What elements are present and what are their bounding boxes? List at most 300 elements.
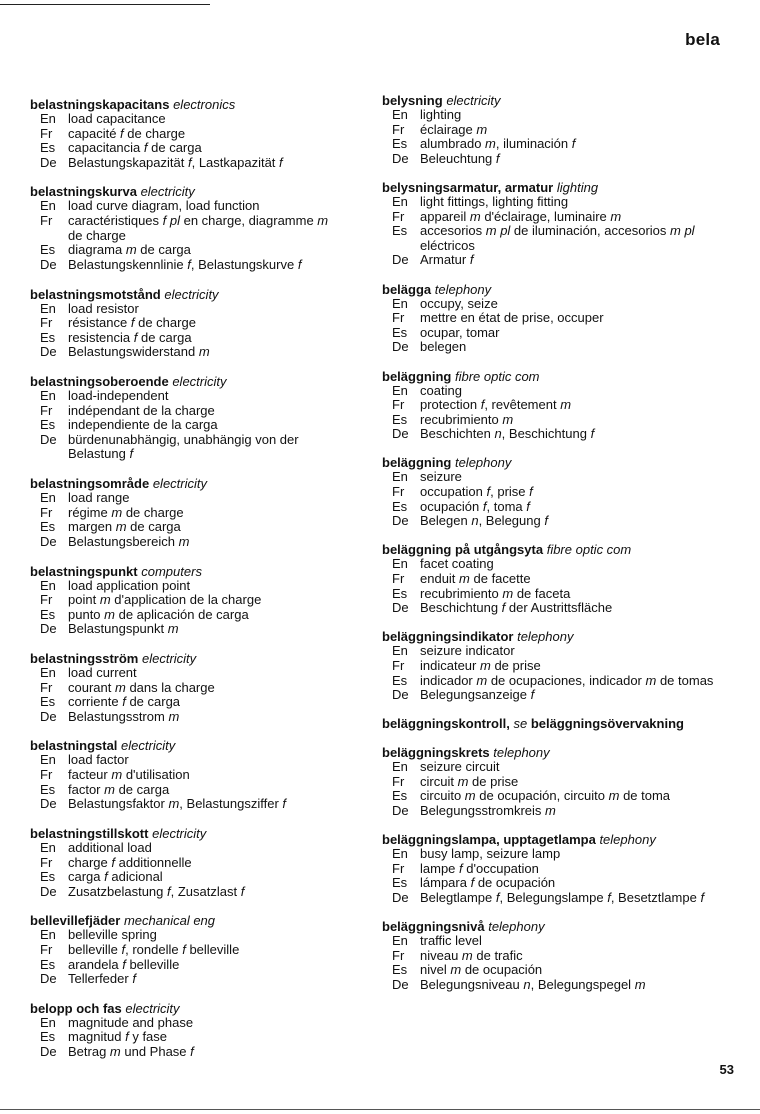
grammar-marker: f <box>529 484 533 500</box>
translation-text: Beschichten n, Beschichtung f <box>420 426 595 442</box>
translation-fr <box>382 775 727 790</box>
translation-text: circuito m de ocupación, circuito m de toma <box>420 788 671 804</box>
language-code: En <box>40 111 56 126</box>
translation-en <box>382 760 727 775</box>
translation-text: seizure <box>420 469 462 485</box>
entry-headline <box>30 374 330 389</box>
language-code: En <box>392 758 408 774</box>
translation-es <box>30 141 330 156</box>
language-code: En <box>392 193 408 209</box>
grammar-marker: m <box>114 679 126 695</box>
translation-en <box>382 644 727 659</box>
translation-de <box>382 427 727 442</box>
grammar-marker: m <box>104 781 115 797</box>
entry-headline <box>382 282 727 297</box>
translation-text: niveau m de trafic <box>420 947 523 963</box>
translation-text: courant m dans la charge <box>68 679 215 695</box>
language-code: De <box>392 339 409 355</box>
headword: belägga <box>382 281 432 297</box>
translation-text: Belegungsniveau n, Belegungspegel m <box>420 976 646 992</box>
language-code: De <box>40 533 57 549</box>
language-code: Fr <box>40 504 53 520</box>
translation-fr <box>382 210 727 225</box>
translation-fr <box>30 316 330 331</box>
grammar-marker: f <box>122 956 126 972</box>
translation-text: indicateur m de prise <box>420 658 541 673</box>
translation-de <box>30 535 330 550</box>
dictionary-entry <box>30 564 330 637</box>
grammar-marker: f <box>104 869 108 885</box>
translation-en <box>382 934 727 949</box>
language-code: En <box>40 577 56 593</box>
translation-text: occupy, seize <box>420 295 498 311</box>
translation-text: capacité f de charge <box>68 125 186 141</box>
grammar-marker: f pl <box>162 213 180 229</box>
translation-es <box>382 587 727 602</box>
translation-text: load resistor <box>68 300 139 316</box>
headword: belastningskapacitans <box>30 97 170 112</box>
translation-fr <box>382 572 727 587</box>
translation-es <box>30 608 330 623</box>
entry-headline <box>30 287 330 302</box>
subject-domain: fibre optic com <box>454 368 540 384</box>
translation-es <box>30 520 330 535</box>
grammar-marker: m <box>109 1044 121 1060</box>
subject-domain: telephony <box>599 831 656 847</box>
entry-headline <box>30 476 330 491</box>
grammar-marker: f <box>495 150 500 166</box>
grammar-marker: m <box>502 411 514 427</box>
translation-text: load-independent <box>68 388 169 403</box>
translation-text: seizure indicator <box>420 643 515 659</box>
translation-fr <box>30 404 330 419</box>
translation-text: facteur m d'utilisation <box>68 767 190 783</box>
translation-en <box>382 557 727 572</box>
headword: beläggningsindikator <box>382 629 514 645</box>
language-code: De <box>392 252 409 268</box>
language-code: En <box>40 388 56 403</box>
grammar-marker: f <box>526 498 530 514</box>
grammar-marker: f <box>122 694 126 710</box>
entry-headline <box>382 369 727 384</box>
language-code: De <box>40 883 57 899</box>
grammar-marker: f <box>143 140 148 156</box>
language-code: Es <box>40 869 56 885</box>
language-code: En <box>392 107 408 122</box>
language-code: Es <box>392 672 408 688</box>
translation-en <box>30 579 330 594</box>
grammar-marker: f <box>279 154 283 170</box>
language-code: Es <box>40 140 56 156</box>
language-code: Es <box>392 223 408 239</box>
grammar-marker: m <box>560 397 572 413</box>
entry-headline <box>382 542 727 557</box>
headword: bellevillefjäder <box>30 913 121 929</box>
translation-es <box>30 1030 330 1045</box>
dictionary-entry <box>382 629 727 702</box>
translation-es <box>30 958 330 973</box>
language-code: Fr <box>392 121 405 137</box>
subject-domain: electricity <box>125 1000 180 1016</box>
subject-domain: electricity <box>172 374 227 389</box>
translation-text: lámpara f de ocupación <box>420 875 556 891</box>
grammar-marker: m <box>317 213 329 229</box>
translation-es <box>30 870 330 885</box>
translation-text: résistance f de charge <box>68 315 196 331</box>
translation-fr <box>382 485 727 500</box>
language-code: De <box>40 431 57 447</box>
language-code: Fr <box>40 125 53 141</box>
grammar-marker: f <box>544 513 548 529</box>
translation-text: enduit m de facette <box>420 571 531 587</box>
entry-headline <box>30 651 330 666</box>
grammar-marker: m <box>461 947 473 963</box>
translation-en <box>30 491 330 506</box>
translation-text: Beschichtung f der Austrittsfläche <box>420 600 613 616</box>
grammar-marker: f <box>187 256 191 272</box>
dictionary-entry <box>30 826 330 899</box>
translation-fr <box>382 123 727 138</box>
translation-de <box>30 345 330 360</box>
subject-domain: electricity <box>121 738 176 754</box>
translation-text: appareil m d'éclairage, luminaire m <box>420 208 622 224</box>
language-code: Es <box>392 788 408 804</box>
grammar-marker: f <box>120 125 124 141</box>
scan-edge-line <box>0 4 210 5</box>
translation-text: recubrimiento m de faceta <box>420 585 571 601</box>
entry-headline <box>382 629 727 644</box>
translation-text: indicador m de ocupaciones, indicador m de tomas <box>420 672 714 688</box>
grammar-marker: m <box>608 788 620 804</box>
headword: belastningsmotstånd <box>30 286 161 302</box>
language-code: Es <box>392 875 408 891</box>
translation-es <box>382 963 727 978</box>
translation-text: Belegtlampe f, Belegungslampe f, Besetztlampe f <box>420 889 705 905</box>
translation-fr <box>30 593 330 608</box>
translation-text: independiente de la carga <box>68 417 218 433</box>
translation-en <box>382 108 727 123</box>
translation-text: load current <box>68 665 137 680</box>
translation-de <box>30 885 330 900</box>
translation-text: belleville spring <box>68 927 157 943</box>
headword: beläggningslampa, upptagetlampa <box>382 831 596 847</box>
translation-text: protection f, revêtement m <box>420 397 572 413</box>
grammar-marker: f <box>470 875 475 891</box>
translation-text: alumbrado m, iluminación f <box>420 136 576 152</box>
dictionary-entry <box>382 919 727 992</box>
language-code: De <box>392 513 409 529</box>
grammar-marker: f <box>133 329 138 345</box>
language-code: Fr <box>392 310 405 326</box>
language-code: En <box>40 665 56 680</box>
language-code: Es <box>392 498 408 514</box>
grammar-marker: f <box>121 942 126 957</box>
entry-headline <box>382 180 727 195</box>
translation-text: load capacitance <box>68 111 166 126</box>
translation-en <box>30 1016 330 1031</box>
translation-text: circuit m de prise <box>420 773 519 789</box>
translation-en <box>382 297 727 312</box>
grammar-marker: f <box>607 889 611 905</box>
language-code: Fr <box>392 947 405 963</box>
entry-headline <box>382 455 727 470</box>
translation-fr <box>30 856 330 871</box>
translation-fr <box>382 949 727 964</box>
grammar-marker: m <box>476 672 488 688</box>
language-code: Fr <box>392 484 405 500</box>
subject-domain: electricity <box>152 825 207 841</box>
grammar-marker: m <box>545 802 556 818</box>
language-code: En <box>392 382 408 398</box>
translation-text: lampe f d'occupation <box>420 860 539 876</box>
language-code: Es <box>392 962 408 978</box>
translation-es <box>382 500 727 515</box>
translation-es <box>382 137 727 152</box>
translation-fr <box>382 659 727 674</box>
grammar-marker: m pl <box>485 223 511 239</box>
language-code: En <box>392 845 408 861</box>
language-code: De <box>392 687 409 703</box>
scan-bottom-line <box>0 1109 760 1110</box>
translation-en <box>30 199 330 214</box>
language-code: De <box>392 802 409 818</box>
translation-text: point m d'application de la charge <box>68 592 262 608</box>
translation-es <box>382 789 727 804</box>
language-code: Fr <box>40 402 53 418</box>
entry-headline <box>30 97 330 112</box>
subject-domain: electricity <box>141 651 197 666</box>
language-code: Fr <box>392 397 405 413</box>
dictionary-entry <box>30 374 330 462</box>
language-code: Fr <box>392 773 405 789</box>
dictionary-entry <box>30 913 330 986</box>
language-code: En <box>40 300 56 316</box>
language-code: De <box>40 1044 57 1060</box>
translation-text: recubrimiento m <box>420 411 514 427</box>
language-code: Es <box>40 519 56 535</box>
translation-text: Zusatzbelastung f, Zusatzlast f <box>68 883 245 899</box>
language-code: En <box>40 490 56 506</box>
entry-headline <box>382 832 727 847</box>
translation-text: lighting <box>420 107 462 122</box>
translation-text: Belegungsstromkreis m <box>420 802 556 818</box>
translation-text: magnitud f y fase <box>68 1029 168 1045</box>
subject-domain: se <box>513 716 528 732</box>
grammar-marker: n <box>494 426 502 442</box>
subject-domain: computers <box>141 563 202 579</box>
headword: belastningspunkt <box>30 563 138 579</box>
headword: beläggning på utgångsyta <box>382 542 544 558</box>
translation-de <box>382 601 727 616</box>
translation-text: facet coating <box>420 556 494 572</box>
translation-text: Belegen n, Belegung f <box>420 513 548 529</box>
translation-es <box>382 876 727 891</box>
translation-es <box>30 695 330 710</box>
grammar-marker: f <box>482 498 487 514</box>
grammar-marker: f <box>571 136 576 152</box>
headword: beläggning <box>382 368 452 384</box>
grammar-marker: f <box>501 600 506 616</box>
translation-de <box>30 1045 330 1060</box>
subject-domain: telephony <box>493 744 550 760</box>
language-code: En <box>392 295 408 311</box>
headword: beläggningskontroll, <box>382 716 510 732</box>
translation-text: ocupación f, toma f <box>420 498 530 514</box>
translation-text: nivel m de ocupación <box>420 962 543 978</box>
translation-text: belleville f, rondelle f belleville <box>68 942 240 957</box>
headword: belopp och fas <box>30 1000 122 1016</box>
subject-domain: telephony <box>517 629 574 645</box>
language-code: De <box>40 344 57 360</box>
translation-es <box>382 326 727 341</box>
translation-text: belegen <box>420 339 467 355</box>
subject-domain: electricity <box>140 184 195 200</box>
language-code: Fr <box>40 854 53 870</box>
grammar-marker: m <box>476 121 488 137</box>
headword: beläggningskrets <box>382 744 490 760</box>
translation-es <box>30 783 330 798</box>
translation-fr <box>382 311 727 326</box>
dictionary-entry <box>30 738 330 811</box>
subject-domain: electricity <box>164 286 219 302</box>
translation-en <box>30 841 330 856</box>
translation-text: éclairage m <box>420 121 488 137</box>
language-code: Fr <box>392 571 405 587</box>
grammar-marker: m <box>485 136 496 152</box>
language-code: Fr <box>392 208 405 224</box>
translation-es <box>382 224 727 253</box>
dictionary-entry <box>382 542 727 615</box>
subject-domain: electricity <box>152 476 208 492</box>
grammar-marker: m <box>469 208 481 224</box>
translation-text: bürdenunabhängig, unabhängig von der Belastung f <box>68 431 299 462</box>
entry-headline <box>30 826 330 841</box>
translation-text: régime m de charge <box>68 504 184 520</box>
translation-text: additional load <box>68 839 152 855</box>
translation-fr <box>382 398 727 413</box>
language-code: En <box>40 839 56 855</box>
translation-text: Armatur f <box>420 252 474 268</box>
translation-fr <box>30 768 330 783</box>
grammar-marker: f <box>282 796 287 812</box>
entry-headline <box>382 93 727 108</box>
dictionary-entry <box>30 184 330 272</box>
translation-text: load factor <box>68 752 129 768</box>
headword: belysningsarmatur, armatur <box>382 179 554 195</box>
translation-text: indépendant de la charge <box>68 402 215 418</box>
translation-de <box>382 253 727 268</box>
translation-en <box>30 112 330 127</box>
language-code: Es <box>40 694 56 710</box>
language-code: Es <box>40 242 56 258</box>
dictionary-entry <box>382 832 727 905</box>
grammar-marker: m <box>99 592 111 608</box>
subject-domain: electricity <box>446 93 501 108</box>
language-code: Es <box>40 956 56 972</box>
translation-de <box>382 978 727 993</box>
headword: belysning <box>382 93 443 108</box>
language-code: En <box>40 1014 56 1030</box>
translation-de <box>30 972 330 987</box>
translation-text: Beleuchtung f <box>420 150 500 166</box>
headword: belastningsoberoende <box>30 374 169 389</box>
grammar-marker: m <box>167 621 179 637</box>
grammar-marker: m <box>459 571 470 587</box>
language-code: Es <box>40 781 56 797</box>
translation-text: mettre en état de prise, occuper <box>420 310 604 326</box>
translation-text: Belegungsanzeige f <box>420 687 535 703</box>
dictionary-entry <box>382 455 727 528</box>
headword: belastningsområde <box>30 476 150 492</box>
translation-text: margen m de carga <box>68 519 181 535</box>
grammar-marker: f <box>190 1044 194 1060</box>
translation-text: Tellerfeder f <box>68 971 136 987</box>
entry-headline <box>382 716 727 731</box>
grammar-marker: f <box>469 252 474 268</box>
translation-de <box>382 152 727 167</box>
language-code: Es <box>392 411 408 427</box>
grammar-marker: f <box>240 883 245 899</box>
translation-text: load range <box>68 490 130 506</box>
translation-text: Belastungsstrom m <box>68 708 180 724</box>
language-code: Fr <box>40 315 53 331</box>
subject-domain: telephony <box>454 455 512 471</box>
language-code: Es <box>40 1029 56 1045</box>
grammar-marker: m <box>198 344 210 360</box>
language-code: De <box>40 256 57 272</box>
language-code: Fr <box>392 860 405 876</box>
headword: belastningsström <box>30 651 139 666</box>
grammar-marker: m <box>111 504 123 520</box>
grammar-marker: m pl <box>670 223 695 239</box>
grammar-marker: m <box>645 672 657 688</box>
translation-text: busy lamp, seizure lamp <box>420 845 561 861</box>
translation-fr <box>30 681 330 696</box>
language-code: De <box>40 796 57 812</box>
grammar-marker: f <box>129 446 134 462</box>
entry-headline <box>30 1001 330 1016</box>
subject-domain: telephony <box>488 918 545 934</box>
translation-es <box>30 243 330 258</box>
language-code: De <box>392 889 409 905</box>
translation-en <box>30 389 330 404</box>
language-code: Es <box>392 585 408 601</box>
running-head: bela <box>685 30 720 49</box>
cross-reference-headword: beläggningsövervakning <box>530 716 684 732</box>
translation-text: Belastungsfaktor m, Belastungsziffer f <box>68 796 287 812</box>
subject-domain: lighting <box>556 179 599 195</box>
subject-domain: electronics <box>173 97 236 112</box>
entry-headline <box>382 919 727 934</box>
translation-text: Betrag m und Phase f <box>68 1044 194 1060</box>
translation-text: ocupar, tomar <box>420 324 500 340</box>
grammar-marker: m <box>178 533 190 549</box>
dictionary-entry <box>30 287 330 360</box>
grammar-marker: f <box>182 942 186 957</box>
translation-text: Belastungskapazität f, Lastkapazität f <box>68 154 283 170</box>
language-code: De <box>392 600 409 616</box>
grammar-marker: m <box>479 658 491 673</box>
translation-de <box>30 797 330 812</box>
translation-fr <box>30 943 330 958</box>
language-code: De <box>392 150 409 166</box>
dictionary-entry <box>382 369 727 442</box>
grammar-marker: m <box>610 208 622 224</box>
translation-en <box>30 666 330 681</box>
grammar-marker: f <box>111 854 115 870</box>
translation-text: seizure circuit <box>420 758 500 774</box>
dictionary-entry <box>30 1001 330 1060</box>
